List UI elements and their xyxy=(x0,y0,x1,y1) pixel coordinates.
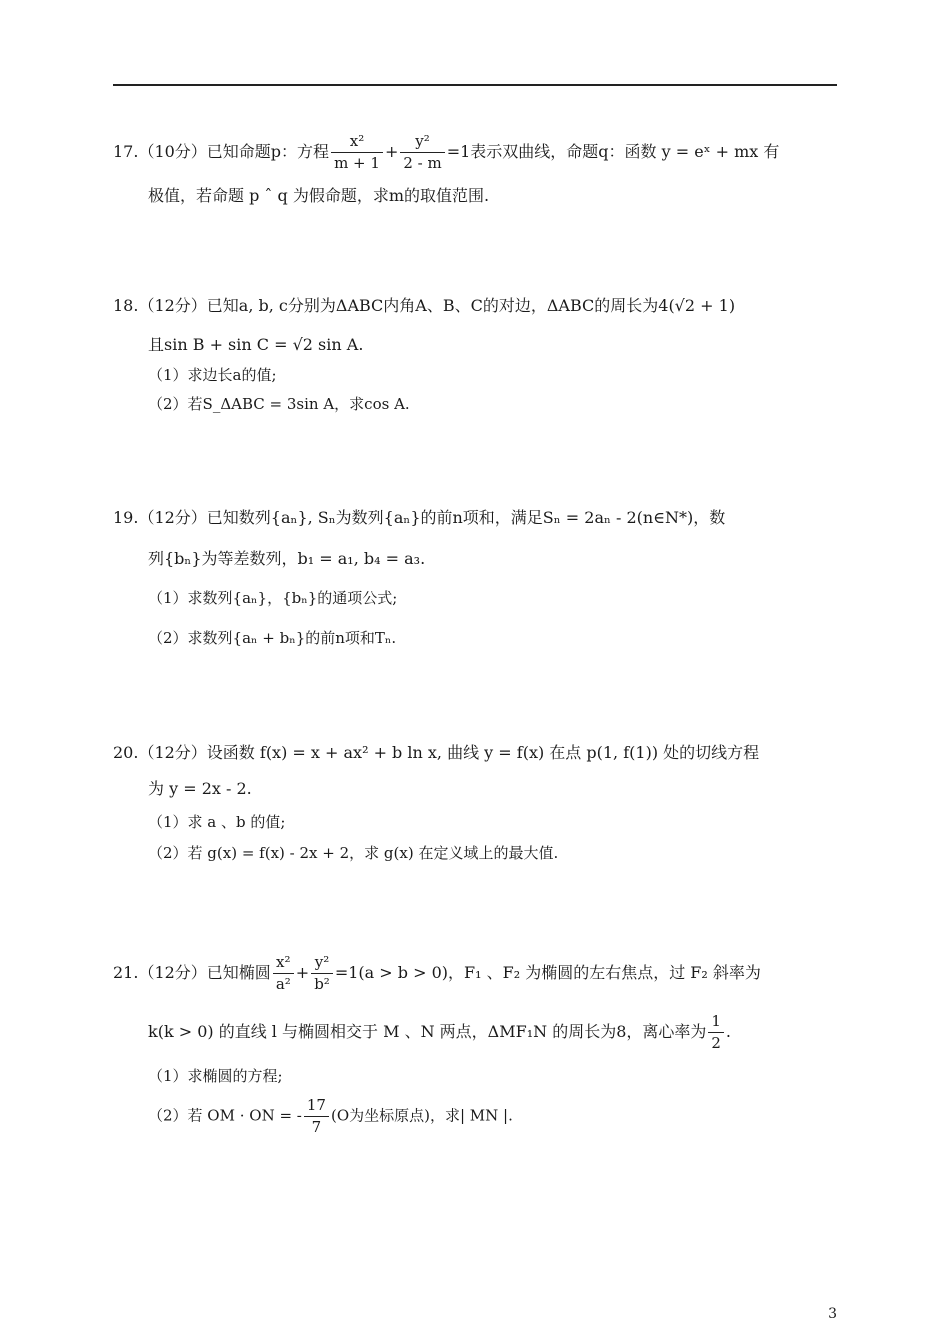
q18-line2: 且sin B + sin C = √2 sin A. xyxy=(148,335,364,354)
q17-line1: 17.（10分）已知命题p：方程 $\frac{\text{x²}}{m + 1}$ + $\frac{\text{y²}}{2 - m}$ =1表示双曲线，命题q：函数 y = eˣ + mx 有 xyxy=(113,132,780,172)
q20-line1: 20.（12分）设函数 f(x) = x + ax² + b ln x, 曲线 y = f(x) 在点 p(1, f(1)) 处的切线方程 xyxy=(113,743,760,762)
q21-sub1: （1）求椭圆的方程; xyxy=(148,1067,283,1085)
q20-sub2: （2）若 g(x) = f(x) - 2x + 2，求 g(x) 在定义域上的最大值. xyxy=(148,844,559,862)
q21-eccentricity-frac: $\frac{1}{2}$ xyxy=(708,1014,724,1051)
q17-line2: 极值，若命题 p ˆ q 为假命题，求m的取值范围. xyxy=(148,186,490,205)
q19-line1: 19.（12分）已知数列{aₙ}, Sₙ为数列{aₙ}的前n项和，满足Sₙ = 2aₙ - 2(n∈N*)，数 xyxy=(113,508,726,527)
q21-line2: k(k > 0) 的直线 l 与椭圆相交于 M 、N 两点，ΔMF₁N 的周长为8，离心率为 $\frac{1}{2}$ . xyxy=(148,1012,732,1052)
q18-sub1: （1）求边长a的值; xyxy=(148,366,277,384)
q17-frac2: $\frac{\text{y²}}{2 - m}$ xyxy=(400,134,444,171)
q20-line2: 为 y = 2x - 2. xyxy=(148,779,252,798)
q20-sub1: （1）求 a 、b 的值; xyxy=(148,813,286,831)
q19-sub1: （1）求数列{aₙ}，{bₙ}的通项公式; xyxy=(148,589,398,607)
q18-sub2: （2）若S_ΔABC = 3sin A，求cos A. xyxy=(148,395,410,413)
q21-line1: 21.（12分）已知椭圆 $\frac{\text{x²}}{\text{a²}}$ + $\frac{\text{y²}}{\text{b²}}$ =1(a > b > 0)，F₁ 、F₂ 为椭圆的左右焦点，过 F₂ 斜率为 xyxy=(113,953,761,993)
header-rule xyxy=(113,84,837,86)
q18-line1: 18.（12分）已知a, b, c分别为ΔABC内角A、B、C的对边，ΔABC的周长为4(√2 + 1) xyxy=(113,296,736,315)
q17-frac1: $\frac{\text{x²}}{m + 1}$ xyxy=(331,134,383,171)
q21-dot-product-frac: $\frac{17}{7}$ xyxy=(304,1098,329,1135)
q21-frac1: $\frac{\text{x²}}{\text{a²}}$ xyxy=(273,955,294,992)
q19-sub2: （2）求数列{aₙ + bₙ}的前n项和Tₙ. xyxy=(148,629,397,647)
page-number: 3 xyxy=(828,1306,837,1322)
q21-frac2: $\frac{\text{y²}}{\text{b²}}$ xyxy=(311,955,333,992)
q21-sub2: （2）若 OM · ON = - $\frac{17}{7}$ (O为坐标原点)，求| MN |. xyxy=(148,1096,513,1136)
q19-line2: 列{bₙ}为等差数列，b₁ = a₁, b₄ = a₃. xyxy=(148,549,426,568)
